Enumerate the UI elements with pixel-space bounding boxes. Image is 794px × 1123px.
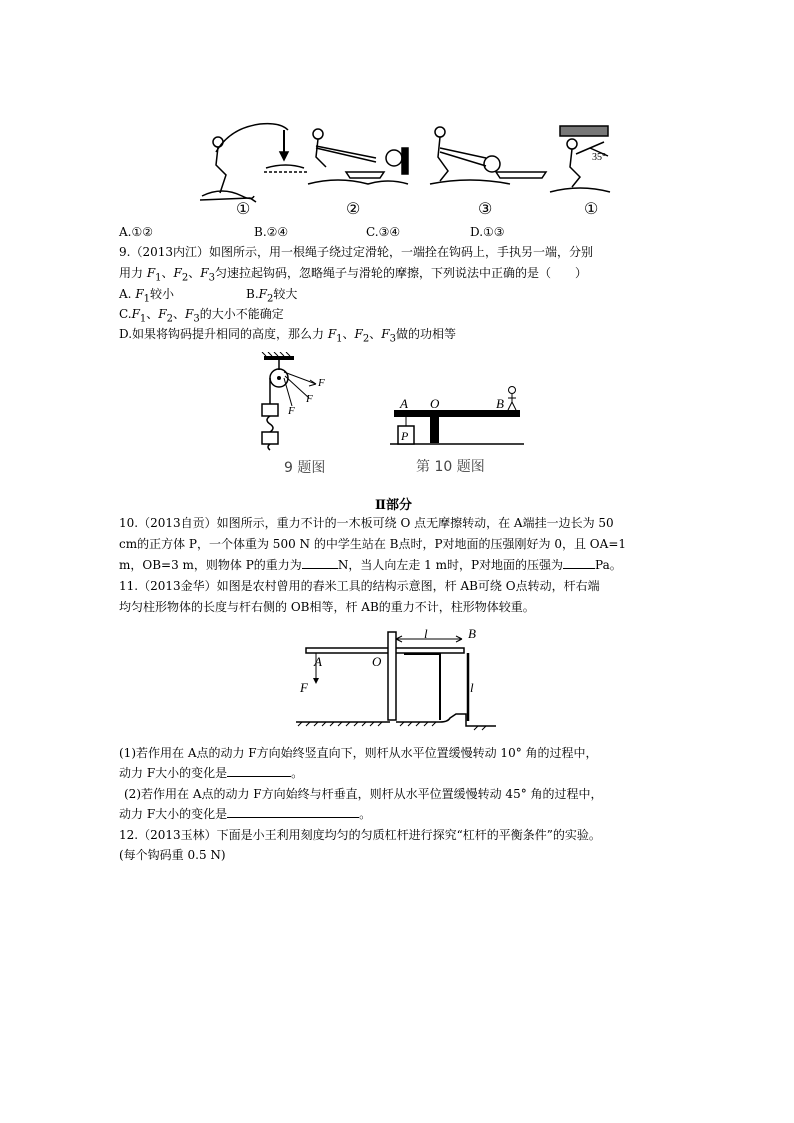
q8-picture-2-label: ②	[346, 201, 361, 218]
q8-figure	[196, 118, 616, 218]
q10-line-2: cm的正方体 P，一个体重为 500 N 的中学生站在 B点时，P对地面的压强刚好为 0，且 OA=1	[119, 537, 627, 551]
q9-option-b: $B.F_2$较大	[246, 287, 298, 305]
q10-figure	[388, 380, 528, 476]
q11-part-1-line-2: 动力 F大小的变化是 。	[119, 766, 304, 780]
q11-part-2-line-2-text: 动力 F大小的变化是	[119, 807, 228, 821]
q9-figure	[250, 352, 350, 476]
q9-option-d-prefix: D.如果将钩码提升相同的高度，那么力	[119, 327, 328, 341]
q10-point-b: B	[496, 396, 504, 411]
q10-line-3-b: N，当人向左走 1 m时，P对地面的压强为	[337, 558, 564, 572]
q11-part-2-line-2: 动力 F大小的变化是 。	[119, 807, 372, 821]
q11-line-2: 均匀柱形物体的长度与杆右侧的 OB相等，杆 AB的重力不计，柱形物体较重。	[119, 600, 535, 614]
q9-option-c: $C.F_1$、$F_2$、$F_3$的大小不能确定	[119, 307, 284, 325]
q10-line-1: 10.（2013自贡）如图所示，重力不计的一木板可绕 O 点无摩擦转动，在 A端挂一边长为 50	[119, 516, 614, 530]
q10-point-o: O	[430, 396, 440, 411]
q12-line-1: 12.（2013玉林）下面是小王利用刻度均匀的匀质杠杆进行探究“杠杆的平衡条件”的实验。	[119, 828, 601, 842]
q8-picture-1	[200, 124, 308, 202]
student-icon	[509, 387, 516, 394]
q8-picture-3	[430, 127, 546, 184]
q8-picture-4-label: ①	[584, 201, 599, 218]
q10-cube-p: P	[401, 429, 409, 443]
section-title: Ⅱ部分	[375, 498, 412, 513]
q8-picture-1-label: ①	[236, 201, 251, 218]
q10-blank-weight[interactable]	[302, 568, 338, 569]
q8-angle-label: 35°	[592, 152, 606, 163]
q8-option-b: B.②④	[254, 225, 289, 239]
q9-option-d-text: 做的功相等	[395, 327, 456, 341]
q8-option-a: A.①②	[119, 225, 153, 239]
q11-length-l-top: l	[424, 626, 428, 641]
q9-line-1: 9.（2013内江）如图所示，用一根绳子绕过定滑轮，一端拴在钩码上，手执另一端，分别	[119, 245, 593, 259]
q9-line-2-suffix: 匀速拉起钩码，忽略绳子与滑轮的摩擦，下列说法中正确的是（ ）	[214, 266, 587, 280]
q11-part-1-line-1: (1)若作用在 A点的动力 F方向始终竖直向下，则杆从水平位置缓慢转动 10° 角的过程中，	[119, 746, 598, 760]
q11-length-l-side: l	[470, 680, 474, 695]
q8-option-d: D.①③	[470, 225, 505, 239]
q9-option-a-letter: A.	[119, 287, 132, 301]
q8-picture-4	[550, 126, 610, 192]
q8-picture-3-label: ③	[478, 201, 493, 218]
q10-line-3-c: Pa。	[595, 558, 622, 572]
q11-point-a: A	[314, 654, 322, 669]
q9-line-2: 用力 $F_1$、$F_2$、$F_3$匀速拉起钩码，忽略绳子与滑轮的摩擦，下列说法中正确的是（ ）	[119, 266, 587, 284]
q9-option-b-text: 较大	[273, 287, 298, 301]
q11-part-1-blank[interactable]	[227, 776, 291, 777]
q10-figure-caption: 第 10 题图	[416, 459, 485, 475]
q11-point-b: B	[468, 626, 476, 641]
q12-line-2: (每个钩码重 0.5 N)	[119, 848, 226, 862]
q11-part-1-line-2-text: 动力 F大小的变化是	[119, 766, 228, 780]
q11-part-2-line-1: (2)若作用在 A点的动力 F方向始终与杆垂直，则杆从水平位置缓慢转动 45° 角的过程中，	[124, 787, 603, 801]
q9-force-1: F	[318, 377, 325, 389]
q10-point-a: A	[400, 396, 408, 411]
q9-option-c-text: 的大小不能确定	[199, 307, 284, 321]
q11-force-f: F	[300, 680, 308, 695]
q9-force-2: F	[306, 393, 313, 405]
q9-line-2-prefix: 用力	[119, 266, 147, 280]
q9-option-d: D.如果将钩码提升相同的高度，那么力 $F_1$、$F_2$、$F_3$做的功相等	[119, 327, 456, 345]
q11-line-1: 11.（2013金华）如图是农村曾用的舂米工具的结构示意图，杆 AB可绕 O点转动，杆右端	[119, 579, 600, 593]
q8-picture-2	[308, 129, 408, 184]
q10-blank-pressure[interactable]	[563, 568, 595, 569]
q10-line-3	[119, 557, 622, 573]
q11-part-2-blank[interactable]	[227, 817, 359, 818]
q9-figure-caption: 9 题图	[284, 460, 326, 476]
q11-figure	[294, 626, 498, 732]
q9-option-b-letter: B.	[246, 287, 259, 301]
q9-option-a-text: 较小	[150, 287, 175, 301]
q9-option-a: A. $F_1$较小	[119, 287, 175, 305]
q8-option-c: C.③④	[366, 225, 401, 239]
q10-line-3-a: m，OB=3 m，则物体 P的重力为	[119, 558, 302, 572]
q11-point-o: O	[372, 654, 382, 669]
q9-force-3: F	[288, 405, 295, 417]
